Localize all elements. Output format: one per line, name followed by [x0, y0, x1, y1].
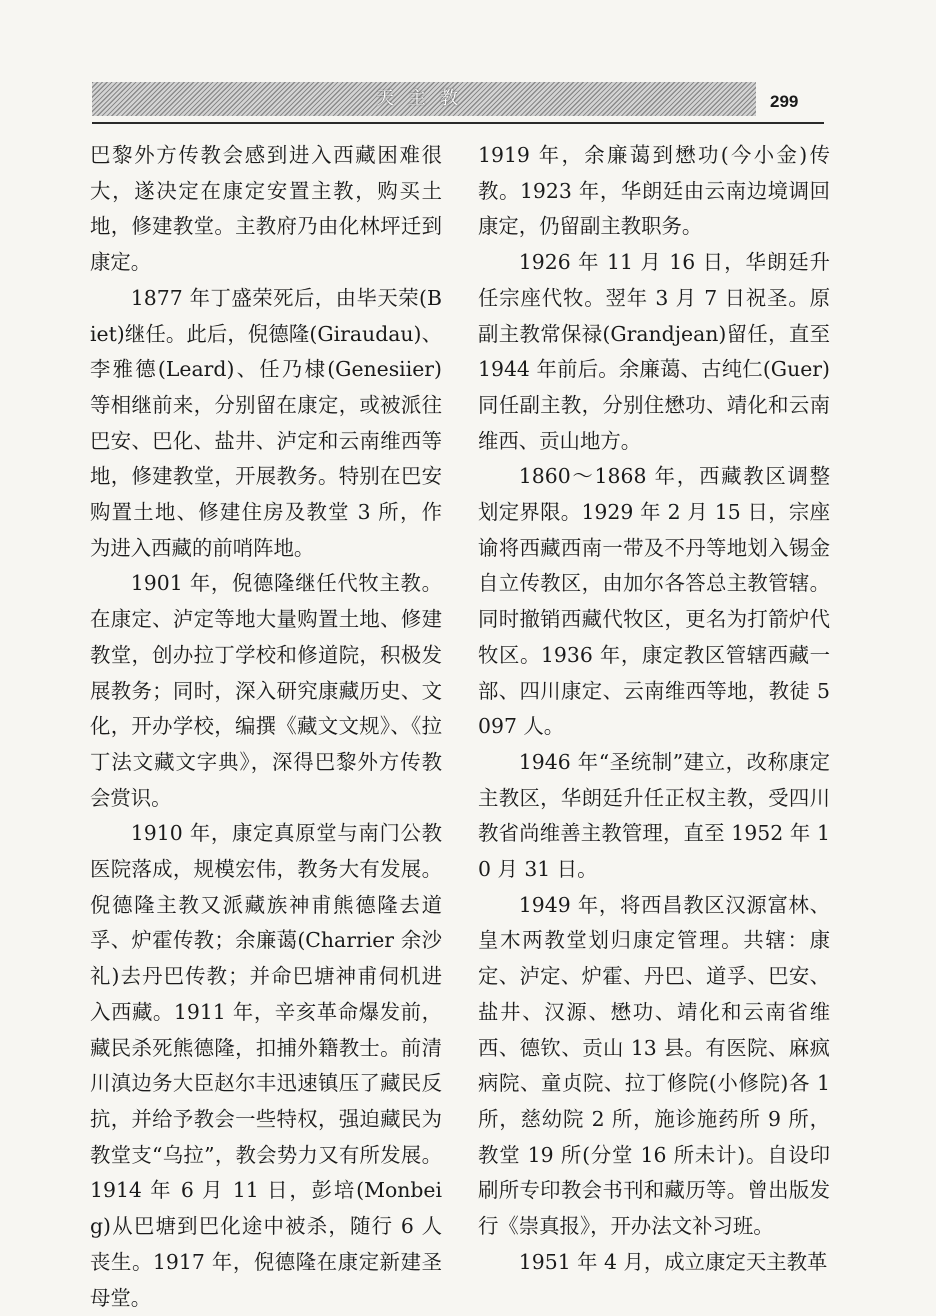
paragraph: 巴黎外方传教会感到进入西藏困难很大，遂决定在康定安置主教，购买土地，修建教堂。主教府乃由化林坪迁到康定。: [90, 143, 442, 275]
paragraph: 1901 年，倪德隆继任代牧主教。在康定、泸定等地大量购置土地、修建教堂，创办拉丁学校和修道院，积极发展教务；同时，深入研究康藏历史、文化，开办学校，编撰《藏文文规》、《拉丁法文藏文字典》，深得巴黎外方传教会赏识。: [90, 571, 442, 810]
paragraph: 1860～1868 年，西藏教区调整划定界限。1929 年 2 月 15 日，宗座谕将西藏西南一带及不丹等地划入锡金自立传教区，由加尔各答总主教管辖。同时撤销西藏代牧区，更名为打箭炉代牧区。1936 年，康定教区管辖西藏一部、四川康定、云南维西等地，教徒 5097 人。: [478, 464, 830, 739]
paragraph: 1910 年，康定真原堂与南门公教医院落成，规模宏伟，教务大有发展。倪德隆主教又派藏族神甫熊德隆去道孚、炉霍传教；余廉蔼(Charrier 余沙礼)去丹巴传教；并命巴塘神甫伺机进入西藏。1911 年，辛亥革命爆发前，藏民杀死熊德隆，扣捕外籍教士。前清川滇边务大臣赵尔丰迅速镇压了藏民反抗，并给予教会一些特权，强迫藏民为教堂支“乌拉”，教会势力又有所发展。1914 年 6 月 11 日，彭培(Monbeig)从巴塘到巴化途中被杀，随行 6 人丧生。1917 年，倪德隆在康定新建圣母堂。: [90, 821, 442, 1310]
header-rule: [92, 122, 824, 124]
page-number: 299: [770, 92, 799, 111]
running-header-band: [92, 82, 756, 116]
section-title: 天主教: [376, 88, 472, 109]
right-column: [478, 138, 830, 1281]
paragraph: 1877 年丁盛荣死后，由毕天荣(Biet)继任。此后，倪德隆(Giraudau)、李雅德(Leard)、任乃棣(Genesiier)等相继前来，分别留在康定，或被派往巴安、巴化、盐井、泸定和云南维西等地，修建教堂，开展教务。特别在巴安购置土地、修建住房及教堂 3 所，作为进入西藏的前哨阵地。: [90, 285, 442, 560]
paragraph: 1919 年，余廉蔼到懋功(今小金)传教。1923 年，华朗廷由云南边境调回康定，仍留副主教职务。: [478, 143, 830, 239]
paragraph: 1951 年 4 月，成立康定天主教革: [518, 1249, 828, 1274]
left-column: [90, 138, 442, 1316]
paragraph: 1949 年，将西昌教区汉源富林、皇木两教堂划归康定管理。共辖：康定、泸定、炉霍、丹巴、道孚、巴安、盐井、汉源、懋功、靖化和云南省维西、德钦、贡山 13 县。有医院、麻疯病院、童贞院、拉丁修院(小修院)各 1 所，慈幼院 2 所，施诊施药所 9 所，教堂 19 所(分堂 16 所未计)。自设印刷所专印教会书刊和藏历等。曾出版发行《崇真报》，开办法文补习班。: [478, 892, 830, 1239]
paragraph: 1926 年 11 月 16 日，华朗廷升任宗座代牧。翌年 3 月 7 日祝圣。原副主教常保禄(Grandjean)留任，直至 1944 年前后。余廉蔼、古纯仁(Guer)同任副主教，分别住懋功、靖化和云南维西、贡山地方。: [478, 250, 830, 453]
paragraph: 1946 年“圣统制”建立，改称康定主教区，华朗廷升任正权主教，受四川教省尚维善主教管理，直至 1952 年 10 月 31 日。: [478, 749, 830, 882]
